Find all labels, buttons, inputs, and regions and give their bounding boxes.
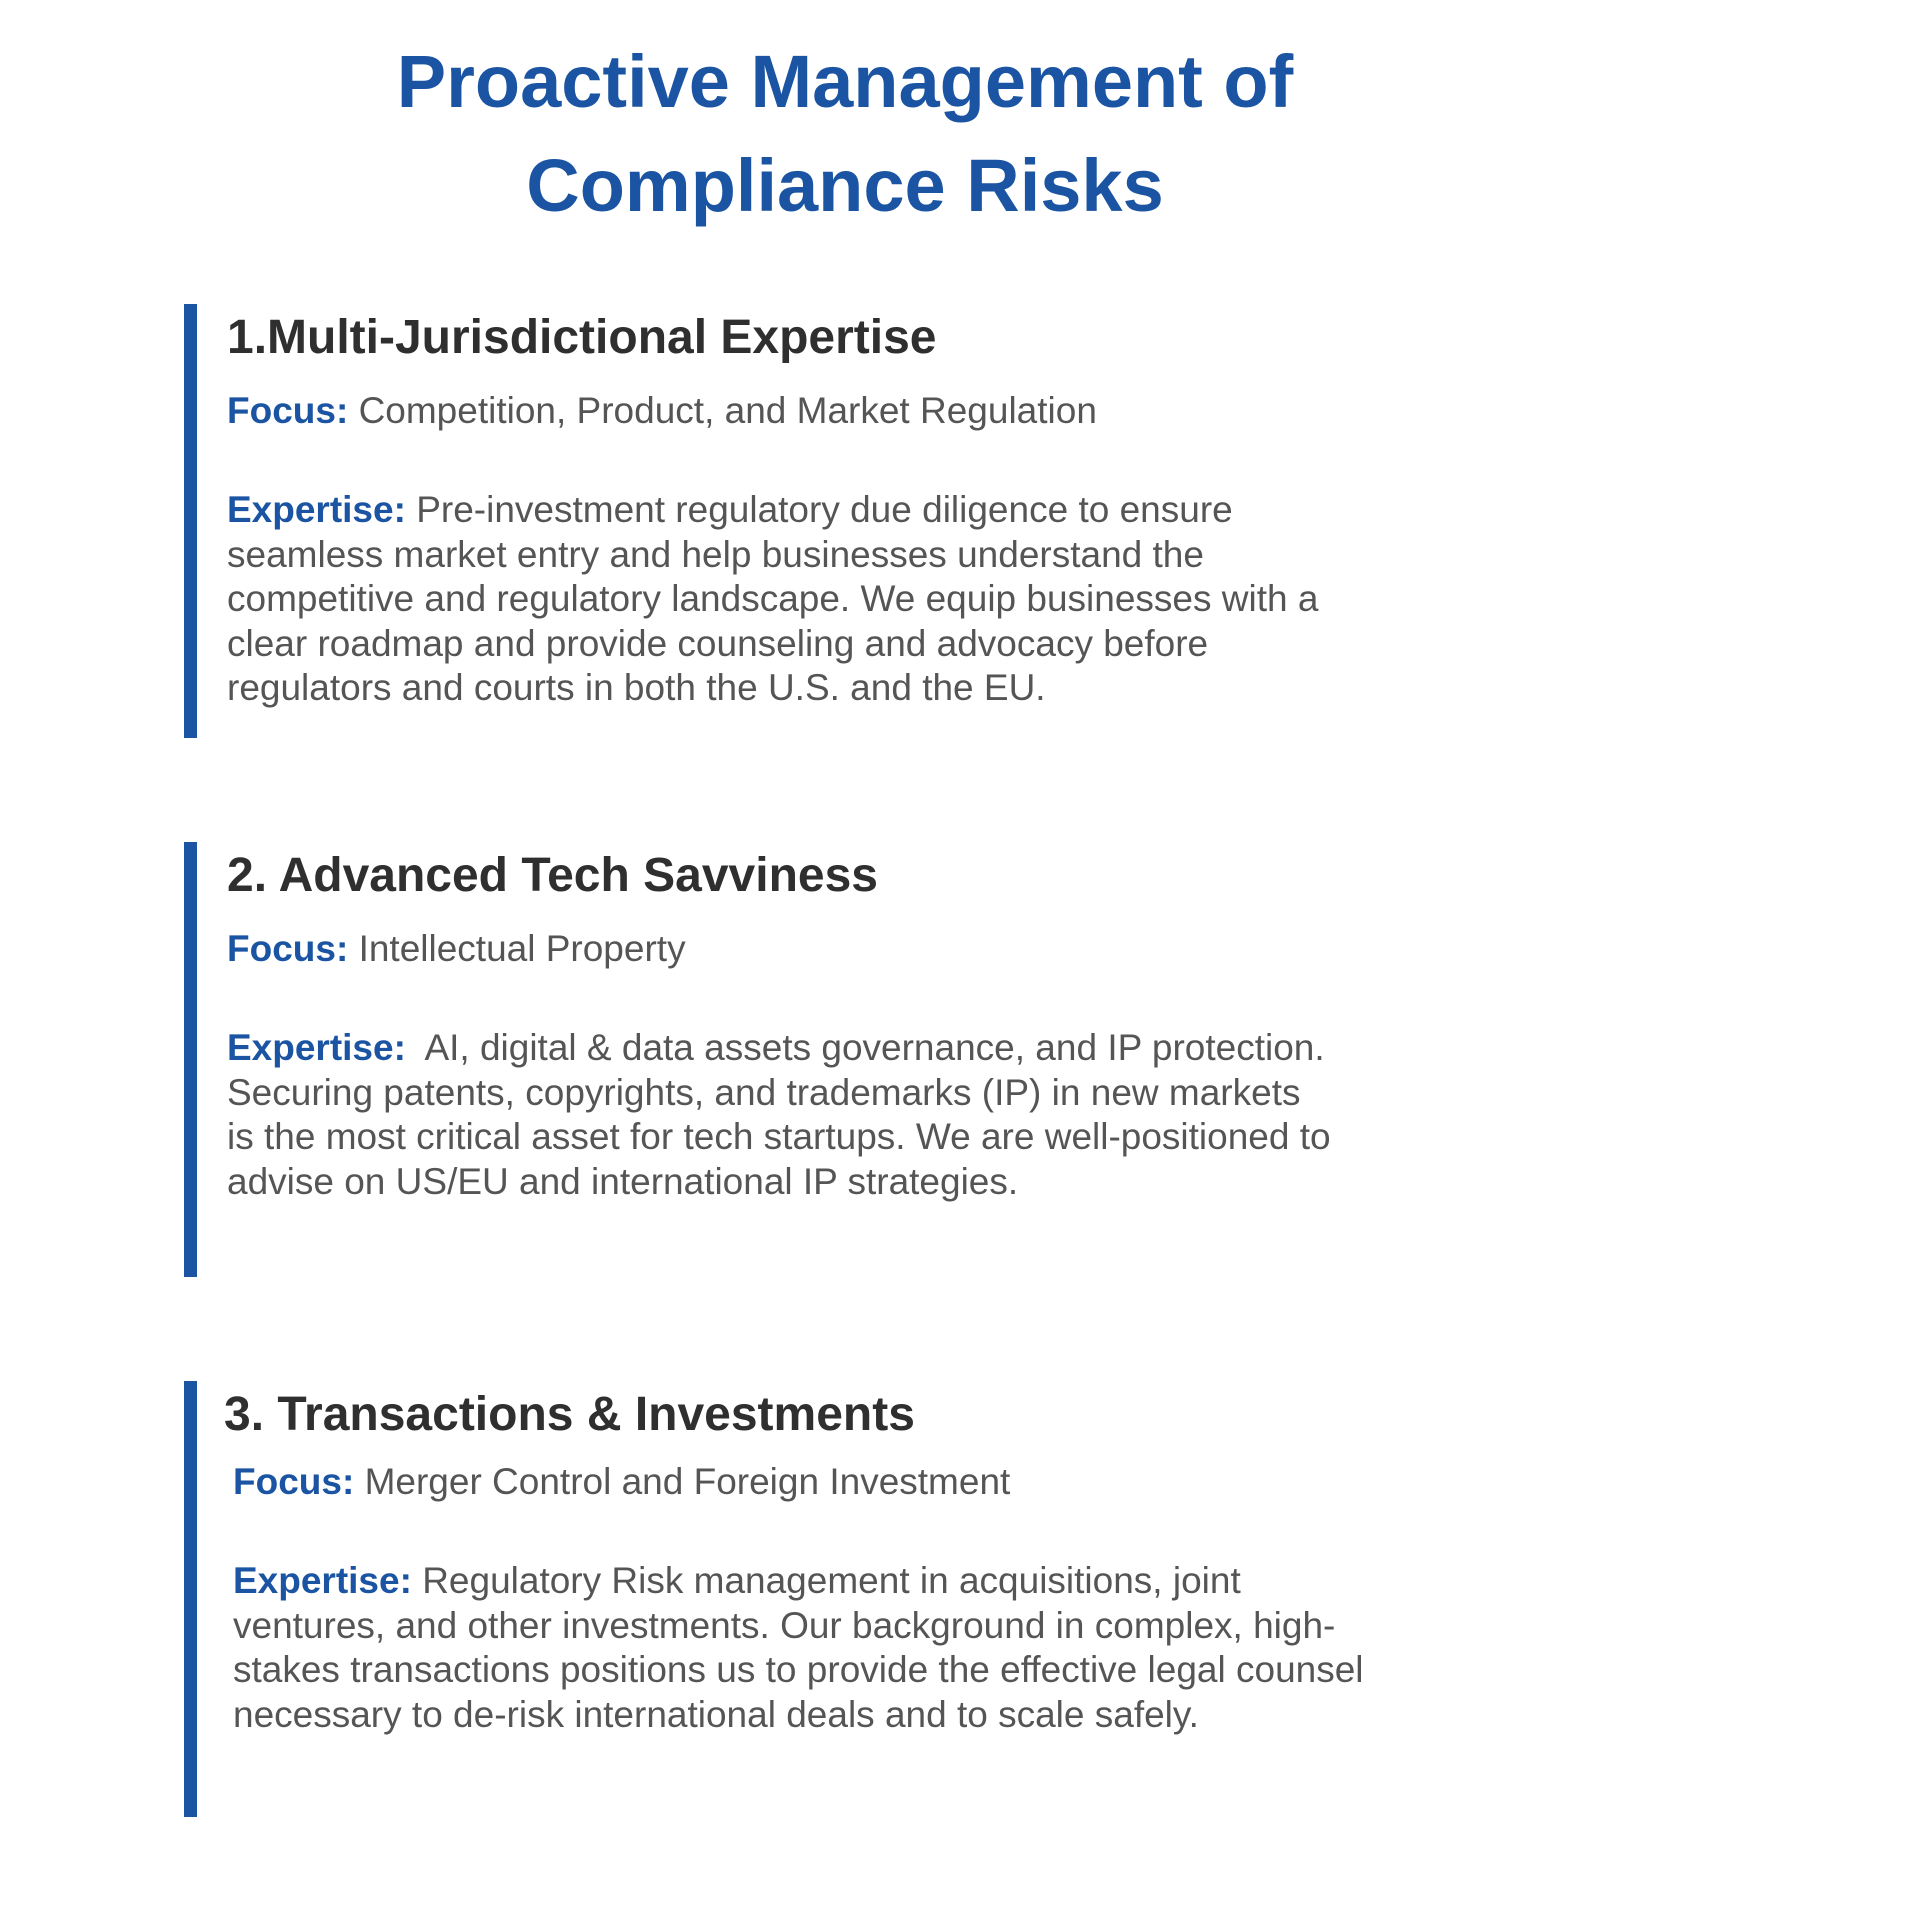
accent-bar — [184, 842, 197, 1277]
focus-line — [233, 1461, 1010, 1503]
expertise-line: Pre-investment regulatory due diligence to ensure — [416, 489, 1233, 530]
expertise-line: regulators and courts in both the U.S. and the EU. — [227, 667, 1046, 708]
section-heading: 1.Multi-Jurisdictional Expertise — [227, 311, 937, 364]
accent-bar — [184, 304, 197, 738]
expertise-line: AI, digital & data assets governance, and IP protection. — [416, 1027, 1325, 1068]
section-heading: 3. Transactions & Investments — [224, 1388, 915, 1441]
focus-label: Focus: — [227, 928, 349, 969]
expertise-line: clear roadmap and provide counseling and advocacy before — [227, 622, 1209, 664]
expertise-paragraph — [233, 1559, 1364, 1737]
expertise-line: competitive and regulatory landscape. We equip businesses with a — [227, 578, 1319, 619]
section-transactions — [184, 1381, 1484, 1817]
expertise-line: ventures, and other investments. Our background in complex, high- — [233, 1604, 1336, 1646]
accent-bar — [184, 1381, 197, 1817]
focus-line — [227, 390, 1097, 432]
section-heading: 2. Advanced Tech Savviness — [227, 849, 878, 902]
expertise-line: is the most critical asset for tech startups. We are well-positioned to — [227, 1116, 1331, 1157]
focus-text: Merger Control and Foreign Investment — [364, 1461, 1011, 1502]
expertise-line: Securing patents, copyrights, and trademarks (IP) in new markets — [227, 1071, 1301, 1113]
expertise-label: Expertise: — [227, 489, 406, 530]
title-line-2: Compliance Risks — [526, 144, 1164, 227]
expertise-line: Regulatory Risk management in acquisitions, joint — [422, 1560, 1241, 1601]
section-multi-jurisdictional — [184, 304, 1484, 738]
focus-line — [227, 928, 686, 970]
focus-text: Competition, Product, and Market Regulation — [358, 390, 1097, 431]
expertise-line: necessary to de-risk international deals and to scale safely. — [233, 1693, 1199, 1735]
expertise-label: Expertise: — [233, 1560, 412, 1601]
expertise-line: seamless market entry and help businesses understand the — [227, 533, 1204, 575]
page-title — [0, 30, 1690, 238]
expertise-line: advise on US/EU and international IP strategies. — [227, 1160, 1019, 1202]
focus-label: Focus: — [227, 390, 349, 431]
focus-label: Focus: — [233, 1461, 355, 1502]
expertise-paragraph — [227, 1026, 1331, 1204]
focus-text: Intellectual Property — [358, 928, 686, 969]
expertise-paragraph — [227, 488, 1318, 711]
title-line-1: Proactive Management of — [396, 40, 1294, 123]
expertise-line: stakes transactions positions us to provide the effective legal counsel — [233, 1649, 1364, 1690]
expertise-label: Expertise: — [227, 1027, 406, 1068]
section-tech-savviness — [184, 842, 1484, 1277]
